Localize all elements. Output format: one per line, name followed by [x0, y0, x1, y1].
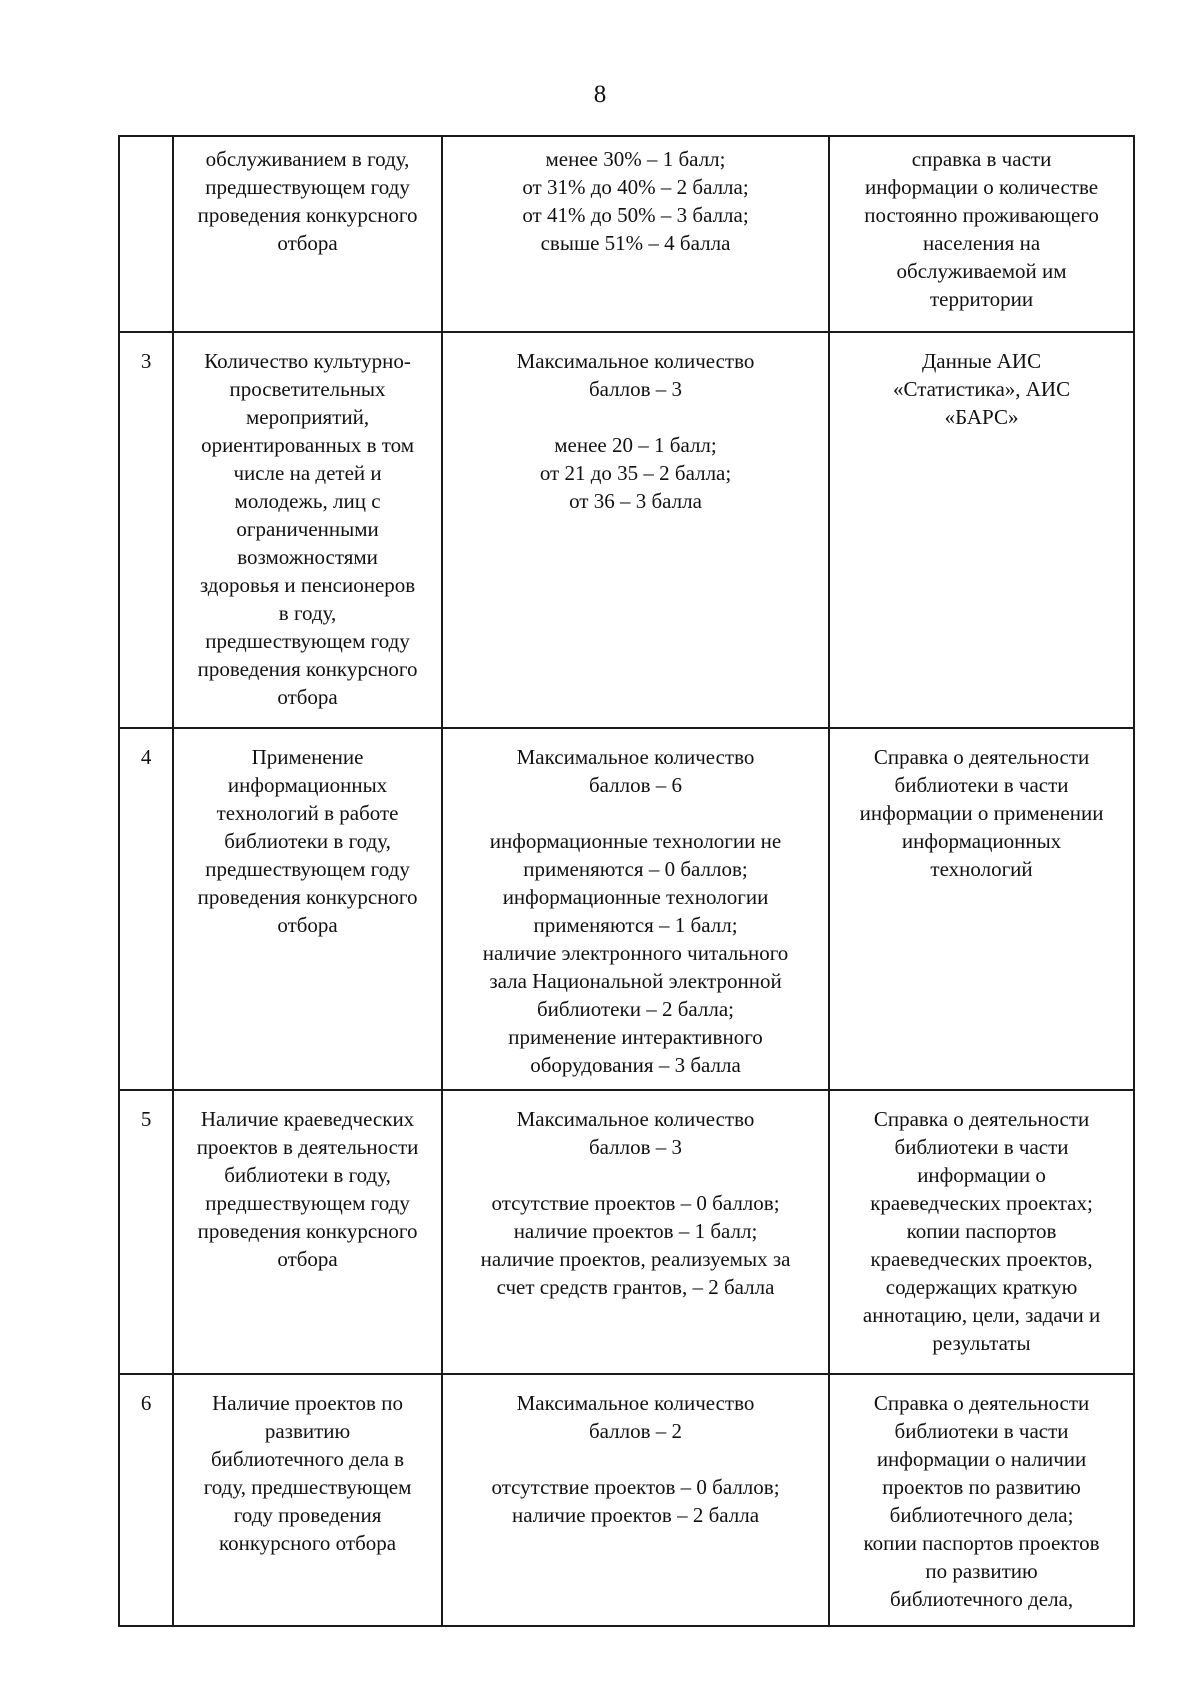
source-cell: Данные АИС «Статистика», АИС «БАРС»: [829, 332, 1134, 728]
table-row: [119, 1374, 1134, 1626]
source-cell: Справка о деятельности библиотеки в части информации о применении информационных технологий: [829, 728, 1134, 1090]
criterion-cell: Наличие краеведческих проектов в деятельности библиотеки в году, предшествующем году проведения конкурсного отбора: [173, 1090, 442, 1374]
table-row: [119, 136, 1134, 332]
row-number: 4: [119, 728, 173, 1090]
source-cell: Справка о деятельности библиотеки в части информации о краеведческих проектах; копии паспортов краеведческих проектов, содержащих краткую аннотацию, цели, задачи и результаты: [829, 1090, 1134, 1374]
table-row: [119, 332, 1134, 728]
criterion-cell: обслуживанием в году, предшествующем году проведения конкурсного отбора: [173, 136, 442, 332]
criteria-table: [118, 135, 1135, 1627]
scoring-cell: менее 30% – 1 балл; от 31% до 40% – 2 балла; от 41% до 50% – 3 балла; свыше 51% – 4 балла: [442, 136, 829, 332]
table-row: [119, 1090, 1134, 1374]
criterion-cell: Применение информационных технологий в работе библиотеки в году, предшествующем году проведения конкурсного отбора: [173, 728, 442, 1090]
source-cell: Справка о деятельности библиотеки в части информации о наличии проектов по развитию библиотечного дела; копии паспортов проектов по развитию библиотечного дела,: [829, 1374, 1134, 1626]
criterion-cell: Количество культурно- просветительных мероприятий, ориентированных в том числе на детей и молодежь, лиц с ограниченными возможностями здоровья и пенсионеров в году, предшествующем году проведения конкурсного отбора: [173, 332, 442, 728]
row-number: [119, 136, 173, 332]
row-number: 6: [119, 1374, 173, 1626]
row-number: 3: [119, 332, 173, 728]
scoring-cell: Максимальное количество баллов – 6 информационные технологии не применяются – 0 баллов; информационные технологии применяются – 1 балл; наличие электронного читального зала Национальной электронной библиотеки – 2 балла; применение интерактивного оборудования – 3 балла: [442, 728, 829, 1090]
row-number: 5: [119, 1090, 173, 1374]
scoring-cell: Максимальное количество баллов – 3 отсутствие проектов – 0 баллов; наличие проектов – 1 балл; наличие проектов, реализуемых за счет средств грантов, – 2 балла: [442, 1090, 829, 1374]
criterion-cell: Наличие проектов по развитию библиотечного дела в году, предшествующем году проведения конкурсного отбора: [173, 1374, 442, 1626]
scoring-cell: Максимальное количество баллов – 3 менее 20 – 1 балл; от 21 до 35 – 2 балла; от 36 – 3 балла: [442, 332, 829, 728]
page-number: 8: [593, 81, 607, 108]
table-row: [119, 728, 1134, 1090]
source-cell: справка в части информации о количестве постоянно проживающего населения на обслуживаемой им территории: [829, 136, 1134, 332]
scoring-cell: Максимальное количество баллов – 2 отсутствие проектов – 0 баллов; наличие проектов – 2 балла: [442, 1374, 829, 1626]
